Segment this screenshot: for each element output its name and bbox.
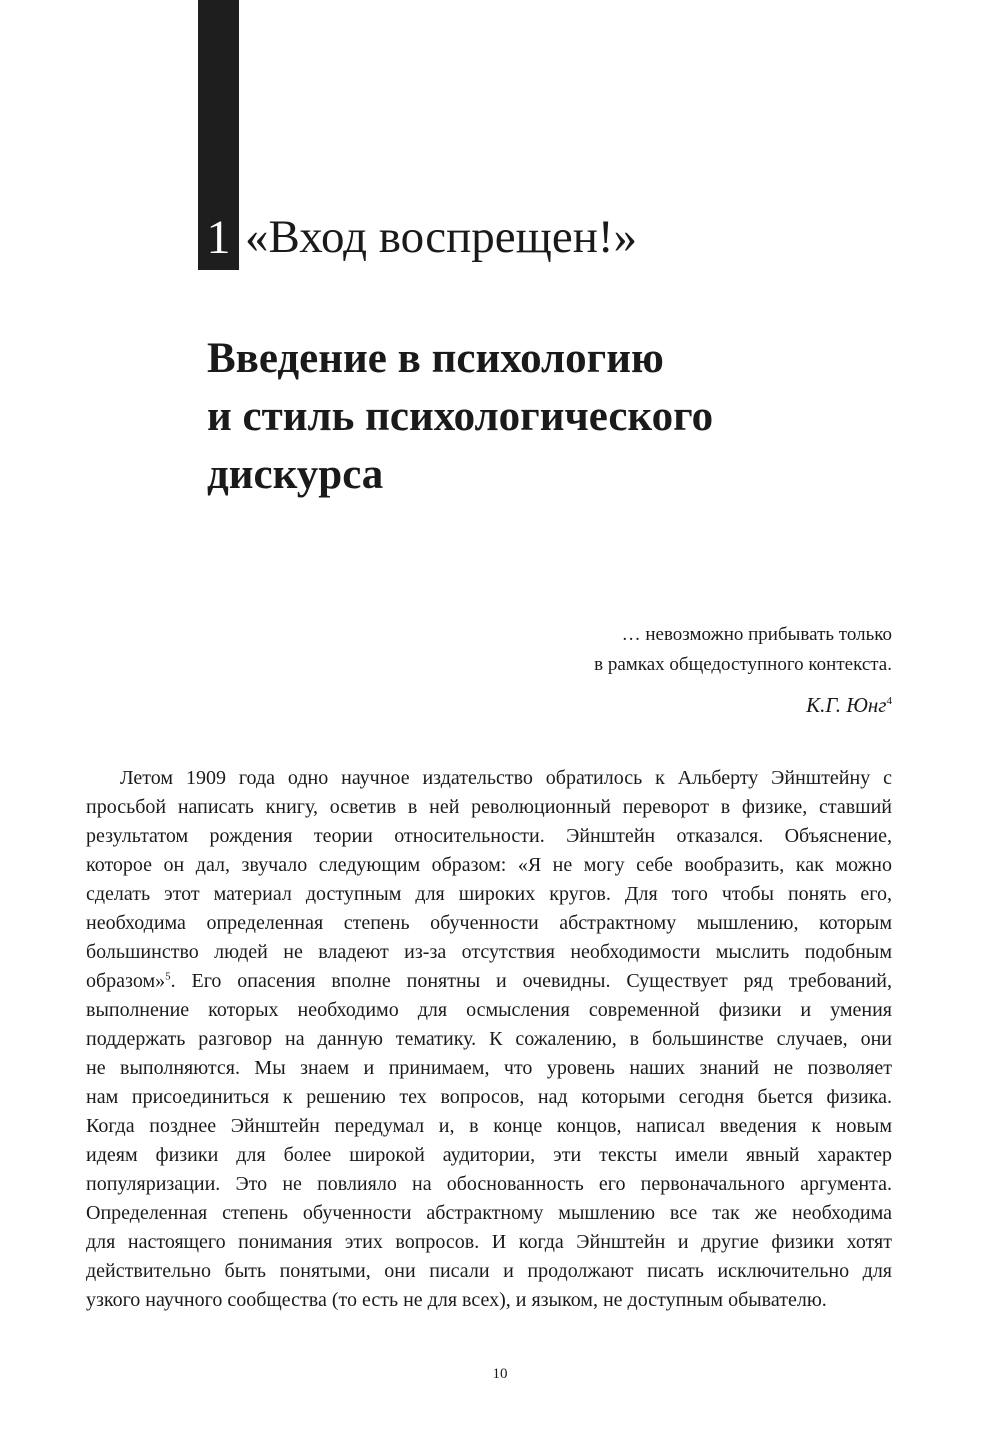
epigraph-line: в рамках общедоступного контекста. xyxy=(594,654,892,675)
epigraph-author xyxy=(432,687,892,719)
body-line: Определенная степень обученности абстрактному мышлению все так же необходима xyxy=(86,1202,892,1224)
body-line: результатом рождения теории относительности. Эйнштейн отказался. Объяснение, xyxy=(86,825,892,847)
chapter-title: «Вход воспрещен!» xyxy=(245,211,638,263)
body-paragraph xyxy=(86,764,892,1315)
chapter-number: 1 xyxy=(206,211,231,264)
body-line xyxy=(86,967,892,996)
body-line: которое он дал, звучало следующим образом: «Я не могу себе вообразить, как можно xyxy=(86,854,892,876)
body-line: просьбой написать книгу, осветив в ней революционный переворот в физике, ставший xyxy=(86,796,892,818)
body-line: необходима определенная степень обученности абстрактному мышлению, которым xyxy=(86,912,892,934)
subtitle-line: дискурса xyxy=(207,451,384,498)
subtitle-line: и стиль психологического xyxy=(207,393,714,440)
epigraph-line: … невозможно прибывать только xyxy=(621,624,892,645)
subtitle-line: Введение в психологию xyxy=(207,335,664,382)
epigraph-author-name: К.Г. Юнг xyxy=(806,693,887,717)
body-line: популяризации. Это не повлияло на обоснованность его первоначального аргумента. xyxy=(86,1173,892,1195)
body-line: Летом 1909 года одно научное издательство обратилось к Альберту Эйнштейну с xyxy=(120,767,892,789)
body-line: не выполняются. Мы знаем и принимаем, что уровень наших знаний не позволяет xyxy=(86,1057,892,1079)
body-line-end: . Его опасения вполне понятны и очевидны. Существует ряд требований, xyxy=(170,970,892,992)
body-line-start: образом» xyxy=(86,970,166,992)
page-number: 10 xyxy=(492,1366,508,1382)
body-line: большинство людей не владеют из-за отсутствия необходимости мыслить подобным xyxy=(86,941,892,963)
chapter-subtitle xyxy=(207,330,907,504)
body-line: для настоящего понимания этих вопросов. И когда Эйнштейн и другие физики хотят xyxy=(86,1231,892,1253)
footnote-ref: 4 xyxy=(886,695,892,707)
body-line: сделать этот материал доступным для широких кругов. Для того чтобы понять его, xyxy=(86,883,892,905)
body-line: Когда позднее Эйнштейн передумал и, в конце концов, написал введения к новым xyxy=(86,1115,892,1137)
epigraph xyxy=(432,620,892,719)
body-line: действительно быть понятыми, они писали и продолжают писать исключительно для xyxy=(86,1260,892,1282)
body-line: поддержать разговор на данную тематику. К сожалению, в большинстве случаев, они xyxy=(86,1028,892,1050)
body-line: идеям физики для более широкой аудитории, эти тексты имели явный характер xyxy=(86,1144,892,1166)
body-line: узкого научного сообщества (то есть не для всех), и языком, не доступным обывателю. xyxy=(86,1289,827,1311)
body-line: нам присоединиться к решению тех вопросов, над которыми сегодня бьется физика. xyxy=(86,1086,892,1108)
body-line: выполнение которых необходимо для осмысления современной физики и умения xyxy=(86,999,892,1021)
footnote-ref: 5 xyxy=(165,970,171,983)
